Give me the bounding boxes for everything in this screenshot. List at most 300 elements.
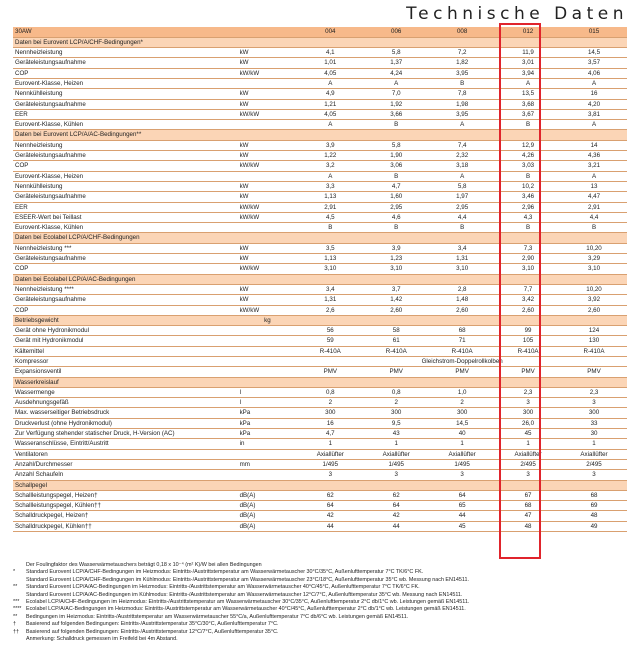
row-value: R-410A — [297, 346, 363, 356]
row-value: 11,9 — [495, 48, 561, 58]
row-value: 13,5 — [495, 89, 561, 99]
row-value — [561, 480, 627, 490]
row-value: 4,9 — [297, 89, 363, 99]
row-value: B — [363, 120, 429, 130]
footnote — [13, 562, 628, 569]
row-value: 62 — [297, 490, 363, 500]
row-value: 1 — [363, 439, 429, 449]
row-unit: l — [238, 387, 298, 397]
row-label: Nennheizleistung *** — [13, 243, 238, 253]
row-value: 3 — [495, 398, 561, 408]
row-label: ESEER-Wert bei Teillast — [13, 212, 238, 222]
row-value: 7,8 — [429, 89, 495, 99]
row-unit: kW — [238, 58, 298, 68]
row-value: 14,5 — [429, 418, 495, 428]
row-value: 300 — [363, 408, 429, 418]
footnote — [13, 584, 628, 591]
row-value: 56 — [297, 326, 363, 336]
row-value: 68 — [561, 490, 627, 500]
row-label: Nennheizleistung — [13, 48, 238, 58]
row-value: 105 — [495, 336, 561, 346]
row-value — [561, 130, 627, 140]
row-value — [297, 377, 363, 387]
row-value: 2,8 — [429, 284, 495, 294]
row-value: 7,0 — [363, 89, 429, 99]
row-value: 3,95 — [429, 68, 495, 78]
row-unit: kW — [238, 243, 298, 253]
row-label: Kompressor — [13, 357, 238, 367]
model-header: 015 — [561, 27, 627, 37]
row-value: B — [561, 223, 627, 233]
model-header: 012 — [495, 27, 561, 37]
row-value: 300 — [495, 408, 561, 418]
row-value: 3,4 — [429, 243, 495, 253]
row-value: A — [297, 120, 363, 130]
row-value: 7,4 — [429, 140, 495, 150]
row-label: Schallpegel — [13, 480, 238, 490]
page-title: Technische Daten — [406, 4, 628, 24]
row-value: 3,03 — [495, 161, 561, 171]
row-value: 71 — [429, 336, 495, 346]
row-value: 4,7 — [297, 429, 363, 439]
footnote — [13, 614, 628, 621]
row-value: 2,60 — [561, 305, 627, 315]
row-label: Max. wasserseitiger Betriebsdruck — [13, 408, 238, 418]
row-value — [561, 315, 627, 325]
row-value: 0,8 — [363, 387, 429, 397]
row-label: Geräteleistungsaufnahme — [13, 192, 238, 202]
row-value — [561, 37, 627, 47]
row-value: B — [363, 223, 429, 233]
row-value: 5,8 — [363, 140, 429, 150]
row-label: COP — [13, 68, 238, 78]
row-value: PMV — [363, 367, 429, 377]
row-value: 2,60 — [495, 305, 561, 315]
row-label: COP — [13, 161, 238, 171]
row-unit: dB(A) — [238, 490, 298, 500]
row-value — [363, 37, 429, 47]
row-value: 64 — [363, 501, 429, 511]
footnote-marker: * — [13, 569, 16, 576]
row-value: 99 — [495, 326, 561, 336]
row-value: 3,81 — [561, 109, 627, 119]
row-unit: kPa — [238, 408, 298, 418]
row-value: 0,8 — [297, 387, 363, 397]
row-value: 40 — [429, 429, 495, 439]
row-unit: dB(A) — [238, 511, 298, 521]
row-value: 47 — [495, 511, 561, 521]
row-value: PMV — [429, 367, 495, 377]
row-label: Geräteleistungsaufnahme — [13, 58, 238, 68]
footnote-text: Standard Eurovent LCP/A/CHF-Bedingungen im Kühlmodus: Eintritts-/Austrittstemperatur am Wasserwärmetauscher 23°C/18°C, Außenlufttemperatur 35°C wb. Messung nach EN14511. — [26, 576, 470, 583]
row-label: Druckverlust (ohne Hydronikmodul) — [13, 418, 238, 428]
row-unit: mm — [238, 459, 298, 469]
row-label: Schallleistungspegel, Heizen† — [13, 490, 238, 500]
row-label: Daten bei Ecolabel LCP/A/CHF-Bedingungen — [13, 233, 238, 243]
row-value: 9,5 — [363, 418, 429, 428]
model-header: 004 — [297, 27, 363, 37]
row-unit — [238, 346, 298, 356]
row-value: 3 — [429, 470, 495, 480]
highlight-column-012 — [499, 23, 541, 559]
footnote-marker — [13, 592, 26, 599]
footnote-text: Bedingungen im Heizmodus: Eintritts-/Austrittstemperatur am Wasserwärmetauscher 55°C/a, Außenlufttemperatur 7°C db/6°C wb. Leistungen gemäß EN14511. — [26, 613, 409, 620]
row-value: 44 — [429, 511, 495, 521]
footnote-marker: **** — [13, 606, 22, 613]
row-unit — [238, 37, 298, 47]
row-value: 3 — [561, 398, 627, 408]
row-unit: kW — [238, 254, 298, 264]
model-header: 008 — [429, 27, 495, 37]
row-value: 4,7 — [363, 181, 429, 191]
row-value: 4,5 — [297, 212, 363, 222]
row-value — [363, 274, 429, 284]
row-value: 3 — [495, 470, 561, 480]
row-value: 3,92 — [561, 295, 627, 305]
row-value: A — [363, 78, 429, 88]
row-label: Daten bei Eurovent LCP/A/AC-Bedingungen** — [13, 130, 238, 140]
row-value — [297, 233, 363, 243]
row-value: 13 — [561, 181, 627, 191]
row-value: 58 — [363, 326, 429, 336]
row-value: 10,20 — [561, 284, 627, 294]
row-value: 3,4 — [297, 284, 363, 294]
row-value: 1 — [495, 439, 561, 449]
row-unit: dB(A) — [238, 521, 298, 531]
footnote-marker: ** — [13, 584, 18, 591]
row-value: 12,9 — [495, 140, 561, 150]
row-value: B — [495, 223, 561, 233]
row-value — [363, 233, 429, 243]
row-value: 130 — [561, 336, 627, 346]
footnote-text: Standard Eurovent LCP/A/AC-Bedingungen im Heizmodus: Eintritts-/Austrittstemperatur am Wasserwärmetauscher 40°C/45°C, Außenlufttemperatur 7°C TK/6°C FK. — [26, 584, 420, 591]
row-value: 1,21 — [297, 99, 363, 109]
row-value: 1,60 — [363, 192, 429, 202]
row-value: 1,98 — [429, 99, 495, 109]
row-value: 2,95 — [363, 202, 429, 212]
row-unit: kW — [238, 181, 298, 191]
row-value — [297, 274, 363, 284]
row-label: Schalldruckpegel, Heizen† — [13, 511, 238, 521]
row-value: 10,2 — [495, 181, 561, 191]
row-label: Wasseranschlüsse, Eintritt/Austritt — [13, 439, 238, 449]
row-value: Axiallüfter — [297, 449, 363, 459]
row-label: Betriebsgewicht — [13, 315, 238, 325]
row-unit: kW/kW — [238, 109, 298, 119]
footnote-text: Anmerkung: Schalldruck gemessen im Freifeld bei 4m Abstand. — [26, 636, 178, 643]
row-label: Wassermenge — [13, 387, 238, 397]
row-value-span: Gleichstrom-Doppelrollkolben — [297, 357, 627, 367]
row-value: A — [561, 171, 627, 181]
row-value: 45 — [429, 521, 495, 531]
row-unit: in — [238, 439, 298, 449]
row-value: 2,32 — [429, 151, 495, 161]
row-value: A — [561, 78, 627, 88]
row-value: 2 — [297, 398, 363, 408]
row-value: 67 — [495, 490, 561, 500]
row-value: A — [429, 120, 495, 130]
row-value: 42 — [297, 511, 363, 521]
footnote-marker: † — [13, 621, 16, 628]
row-label: Expansionsventil — [13, 367, 238, 377]
row-value: 3,57 — [561, 58, 627, 68]
footnote-text: Ecolabel LCP/A/AC-Bedingungen im Heizmodus: Eintritts-/Austrittstemperatur am Wasserwärmetauscher 40°C/45°C, Außenlufttemperatur 2°C db/1°C wb. Leistungen gemäß EN14511. — [26, 606, 466, 613]
footnote — [13, 599, 628, 606]
row-value: PMV — [561, 367, 627, 377]
row-value: 3,18 — [429, 161, 495, 171]
row-value: 1,13 — [297, 192, 363, 202]
row-value — [429, 130, 495, 140]
row-value: 1/495 — [363, 459, 429, 469]
row-unit — [238, 336, 298, 346]
row-label: Ausdehnungsgefäß — [13, 398, 238, 408]
row-value: 4,20 — [561, 99, 627, 109]
row-value — [297, 315, 363, 325]
row-label: Eurovent-Klasse, Kühlen — [13, 120, 238, 130]
row-label: Wasserkreislauf — [13, 377, 238, 387]
footnote-marker: ** — [13, 613, 18, 620]
row-value — [429, 233, 495, 243]
row-value: Axiallüfter — [561, 449, 627, 459]
row-value: 2 — [429, 398, 495, 408]
model-header: 006 — [363, 27, 429, 37]
row-unit: kW — [238, 99, 298, 109]
row-value: 1/495 — [297, 459, 363, 469]
row-value: 61 — [363, 336, 429, 346]
row-value: B — [429, 223, 495, 233]
row-value: 300 — [561, 408, 627, 418]
row-value: 1,22 — [297, 151, 363, 161]
row-value: 3,7 — [363, 284, 429, 294]
row-value: 16 — [561, 89, 627, 99]
row-value: 68 — [429, 326, 495, 336]
row-value: 3,10 — [297, 264, 363, 274]
row-unit: l — [238, 398, 298, 408]
row-value: 1,37 — [363, 58, 429, 68]
row-value: B — [363, 171, 429, 181]
row-unit: kW/kW — [238, 212, 298, 222]
row-value: 124 — [561, 326, 627, 336]
row-value: 62 — [363, 490, 429, 500]
row-unit — [238, 223, 298, 233]
row-value: 1 — [297, 439, 363, 449]
row-value: 3,10 — [495, 264, 561, 274]
row-value: 300 — [429, 408, 495, 418]
row-value — [297, 480, 363, 490]
row-value: 1,97 — [429, 192, 495, 202]
row-unit — [238, 171, 298, 181]
row-label: Nennheizleistung **** — [13, 284, 238, 294]
row-value: B — [495, 120, 561, 130]
row-label: Daten bei Eurovent LCP/A/CHF-Bedingungen* — [13, 37, 238, 47]
row-value — [297, 130, 363, 140]
row-value: 3,46 — [495, 192, 561, 202]
row-label: COP — [13, 305, 238, 315]
row-value: 26,0 — [495, 418, 561, 428]
row-unit: kW/kW — [238, 305, 298, 315]
row-value: A — [429, 171, 495, 181]
row-label: EER — [13, 202, 238, 212]
row-label: Geräteleistungsaufnahme — [13, 295, 238, 305]
row-unit — [238, 78, 298, 88]
row-unit: kW — [238, 140, 298, 150]
row-value: 5,8 — [429, 181, 495, 191]
row-label: Eurovent-Klasse, Heizen — [13, 171, 238, 181]
row-value: 4,1 — [297, 48, 363, 58]
row-unit: kW — [238, 284, 298, 294]
row-unit — [238, 470, 298, 480]
row-value — [429, 274, 495, 284]
row-value: 3,9 — [363, 243, 429, 253]
row-label: Zur Verfügung stehender statischer Druck, H-Version (AC) — [13, 429, 238, 439]
footnote — [13, 606, 628, 613]
row-value — [363, 377, 429, 387]
row-value: 1,31 — [429, 254, 495, 264]
row-unit — [238, 357, 298, 367]
row-value: 3,21 — [561, 161, 627, 171]
row-unit: kW — [238, 192, 298, 202]
row-value: 4,6 — [363, 212, 429, 222]
row-unit: kW — [238, 48, 298, 58]
row-value: 4,36 — [561, 151, 627, 161]
row-value — [429, 315, 495, 325]
row-value: 3 — [297, 470, 363, 480]
row-label: EER — [13, 109, 238, 119]
row-value: 59 — [297, 336, 363, 346]
row-value: 69 — [561, 501, 627, 511]
row-unit — [238, 274, 298, 284]
row-label: Schallleistungspegel, Kühlen†† — [13, 501, 238, 511]
footnote-text: Standard Eurovent LCP/A/AC-Bedingungen im Kühlmodus: Eintritts-/Austrittstemperatur am Wasserwärmetauscher 12°C/7°C, Außenlufttemperatur 35°C wb. Messung nach EN14511. — [26, 591, 463, 598]
row-value: 3,2 — [297, 161, 363, 171]
row-value: 5,8 — [363, 48, 429, 58]
row-value: 1,01 — [297, 58, 363, 68]
footnote-marker — [13, 562, 26, 569]
row-label: Nennkühlleistung — [13, 181, 238, 191]
row-value: 300 — [297, 408, 363, 418]
row-label: Kältemittel — [13, 346, 238, 356]
row-label: Gerät mit Hydronikmodul — [13, 336, 238, 346]
row-value: 2,91 — [561, 202, 627, 212]
row-value — [363, 130, 429, 140]
row-value: 3,06 — [363, 161, 429, 171]
row-value: 4,47 — [561, 192, 627, 202]
footnote — [13, 629, 628, 636]
row-label: Eurovent-Klasse, Kühlen — [13, 223, 238, 233]
row-label: Eurovent-Klasse, Heizen — [13, 78, 238, 88]
row-value: 45 — [495, 429, 561, 439]
row-label: Daten bei Ecolabel LCP/A/AC-Bedingungen — [13, 274, 238, 284]
row-value: 1,42 — [363, 295, 429, 305]
row-value: 2,6 — [297, 305, 363, 315]
row-value: 1,23 — [363, 254, 429, 264]
row-value: 1,13 — [297, 254, 363, 264]
row-value: Axiallüfter — [363, 449, 429, 459]
row-value: 49 — [561, 521, 627, 531]
row-value: 4,4 — [429, 212, 495, 222]
row-value: 3,29 — [561, 254, 627, 264]
footnote-text: Standard Eurovent LCP/A/CHF-Bedingungen im Heizmodus: Eintritts-/Austrittstemperatur am Wasserwärmetauscher 30°C/35°C, Außenlufttemperatur 7°C TK/6°C FK. — [26, 569, 424, 576]
row-label: Geräteleistungsaufnahme — [13, 254, 238, 264]
row-value: 3,68 — [495, 99, 561, 109]
row-value: 4,05 — [297, 109, 363, 119]
row-value — [561, 233, 627, 243]
row-value: B — [495, 171, 561, 181]
row-label: Schalldruckpegel, Kühlen†† — [13, 521, 238, 531]
row-value: 44 — [363, 521, 429, 531]
footnote — [13, 569, 628, 576]
model-series-label: 30AW — [13, 27, 238, 37]
row-value: 7,3 — [495, 243, 561, 253]
row-value: 44 — [297, 521, 363, 531]
row-value: 64 — [297, 501, 363, 511]
row-unit — [238, 377, 298, 387]
row-value: 10,20 — [561, 243, 627, 253]
row-value: 43 — [363, 429, 429, 439]
footnote-marker — [13, 577, 26, 584]
row-value: 4,26 — [495, 151, 561, 161]
row-value: 3 — [363, 470, 429, 480]
footnote-text: Basierend auf folgenden Bedingungen: Eintritts-/Austrittstemperatur 12°C/7°C, Außenlufttemperatur 35°C. — [26, 628, 279, 635]
row-value: 68 — [495, 501, 561, 511]
row-value: R-410A — [363, 346, 429, 356]
row-value: 48 — [561, 511, 627, 521]
row-value: R-410A — [561, 346, 627, 356]
row-unit: kW/kW — [238, 161, 298, 171]
row-value: 1 — [561, 439, 627, 449]
row-value: 33 — [561, 418, 627, 428]
row-value: B — [429, 78, 495, 88]
row-value: Axiallüfter — [495, 449, 561, 459]
row-value: 3,3 — [297, 181, 363, 191]
row-value: 1,92 — [363, 99, 429, 109]
footnote-text: Ecolabel LCP/A/CHF-Bedingungen im Heizmodus: Eintritts-/Austrittstemperatur am Wasserwärmetauscher 30°C/35°C, Außenlufttemperatur 2°C db/1°C wb. Leistungen gemäß EN14511. — [26, 599, 470, 606]
row-unit: dB(A) — [238, 501, 298, 511]
row-value: 2/495 — [561, 459, 627, 469]
row-value: 3,10 — [363, 264, 429, 274]
row-unit — [238, 367, 298, 377]
row-value: 4,24 — [363, 68, 429, 78]
row-value: 3,67 — [495, 109, 561, 119]
row-value: 14,5 — [561, 48, 627, 58]
row-value — [429, 480, 495, 490]
row-value — [297, 37, 363, 47]
row-unit: kPa — [238, 429, 298, 439]
row-value: 30 — [561, 429, 627, 439]
row-value: 2,3 — [561, 387, 627, 397]
row-unit: kg — [238, 315, 298, 325]
footnote-marker: *** — [13, 599, 20, 606]
row-value — [363, 480, 429, 490]
row-value: A — [495, 78, 561, 88]
row-value: A — [561, 120, 627, 130]
row-value: 2,60 — [429, 305, 495, 315]
row-value: 3,9 — [297, 140, 363, 150]
row-value: 64 — [429, 490, 495, 500]
row-value: 1,31 — [297, 295, 363, 305]
row-value: 1,48 — [429, 295, 495, 305]
row-value: 3 — [561, 470, 627, 480]
row-unit — [238, 449, 298, 459]
row-value: 1 — [429, 439, 495, 449]
unit-header — [238, 27, 298, 37]
row-value: PMV — [495, 367, 561, 377]
row-value: 4,05 — [297, 68, 363, 78]
row-label: Geräteleistungsaufnahme — [13, 151, 238, 161]
footnotes — [13, 562, 628, 643]
row-unit: kW — [238, 295, 298, 305]
row-value: 7,7 — [495, 284, 561, 294]
